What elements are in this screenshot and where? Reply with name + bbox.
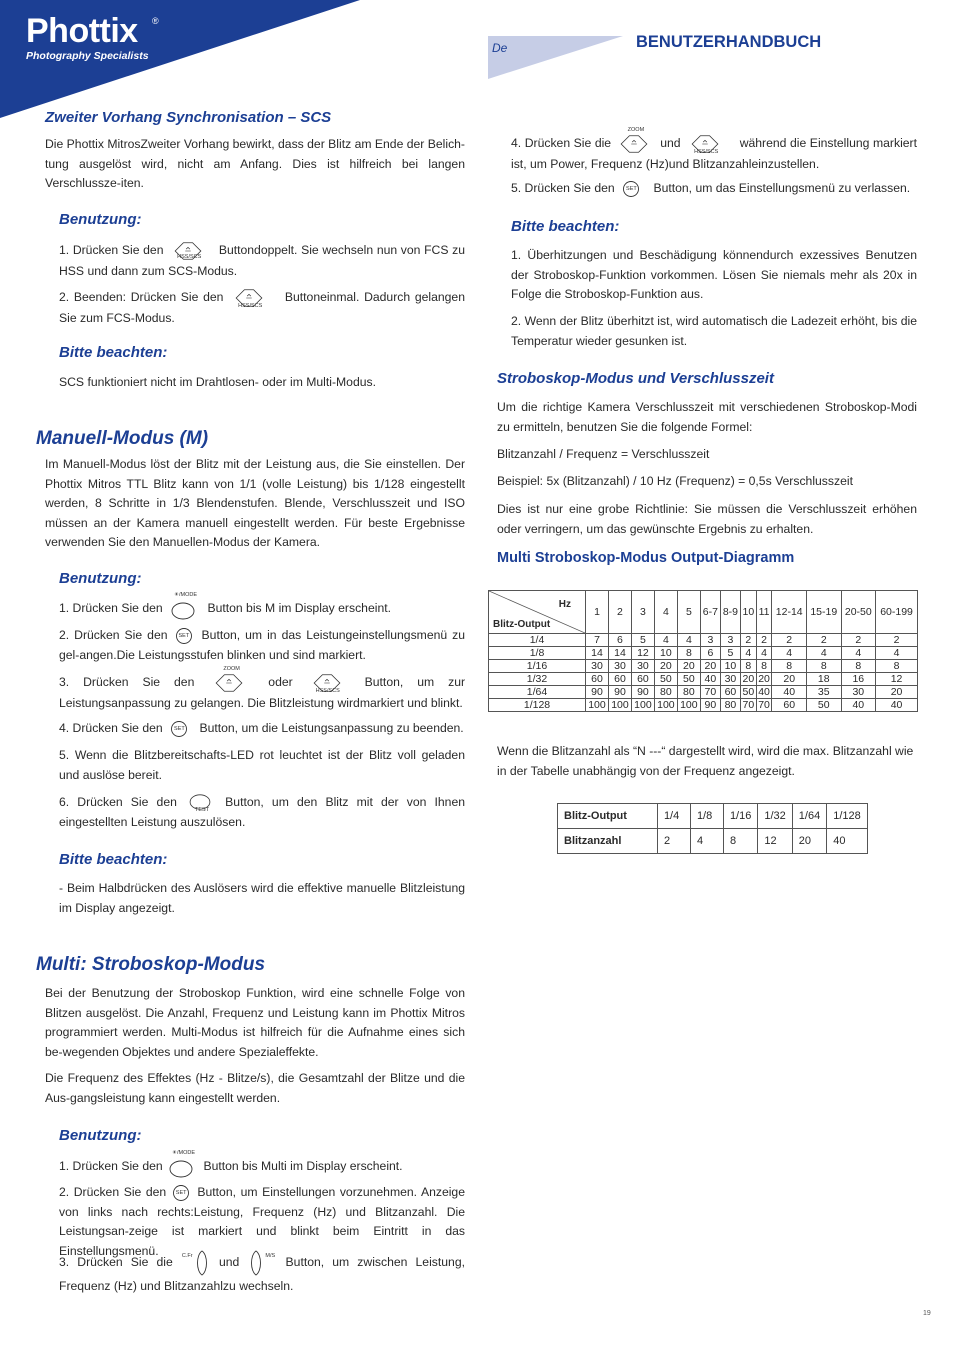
scs-step-2-a: 2. Beenden: Drücken Sie den [59,290,224,305]
row-label-cell: Blitz-Output [558,804,658,829]
multi-note-1: 1. Überhitzungen und Beschädigung könnendurch exzessives Benutzen der Stroboskop-Funktion vorkommen. Lösen Sie niemals mehr als 20x in Folge die Stroboskop-Funktion aus. [511,248,917,301]
diagram-heading: Multi Stroboskop-Modus Output-Diagramm [497,550,795,566]
table-cell: 100 [677,699,700,712]
multi-paragraph-2: Die Frequenz des Effektes (Hz - Blitze/s), die Gesamtzahl der Blitze und die Aus-gangsleistung kann eingestellt werden. [45,1071,465,1105]
registered-mark: ® [152,16,159,26]
scs-note-heading: Bitte beachten: [59,344,168,361]
hz-header-cell: 8-9 [720,591,740,634]
multi-note-2: 2. Wenn der Blitz überhitzt ist, wird automatisch die Ladezeit erhöht, bis die Temperatur wieder gesunken ist. [511,314,917,348]
page-number: 19 [923,1310,931,1317]
hss-scs-label: HSS/SCS [238,303,263,309]
table-cell: 30 [631,660,654,673]
multi-step-2-a: 2. Drücken Sie den [59,1185,167,1199]
hz-header-cell: 6-7 [700,591,720,634]
right-button-icon [248,1249,276,1277]
table-row [489,686,918,699]
zoom-label: ZOOM [223,666,240,672]
manual-step-1-b: Button bis M im Display erscheint. [207,601,391,616]
manual-note: - Beim Halbdrücken des Auslösers wird die effektive manuelle Blitzleistung im Display angezeigt. [59,881,465,915]
output-label-cell: 1/16 [489,660,586,673]
set-button-icon [622,180,646,198]
table-cell: 20 [792,829,826,854]
multi-step-4-and: und [660,136,681,151]
table-cell: 4 [841,647,876,660]
table-cell: 16 [841,673,876,686]
table-cell: 40 [700,673,720,686]
test-label: TEST [195,807,210,813]
manual-step-3-a: 3. Drücken Sie den [59,675,195,690]
manual-step-4-a: 4. Drücken Sie den [59,721,163,735]
hz-header-cell: 3 [631,591,654,634]
hss-scs-label: HSS/SCS [177,254,202,260]
mode-button-icon [168,1150,198,1178]
table-cell: 50 [806,699,841,712]
table-cell: 4 [677,634,700,647]
left-button-icon [182,1249,210,1277]
multi-step-4-c: während die Einstellung markiert ist, um Power, Frequenz (Hz)und Blitzanzahleinzustellen. [511,136,918,171]
multi-step-1 [59,1150,465,1178]
table-row [489,699,918,712]
table-cell: 60 [586,673,609,686]
hz-header-cell: 4 [654,591,677,634]
table-cell: 40 [841,699,876,712]
table-cell: 4 [772,647,807,660]
scs-paragraph: Die Phottix MitrosZweiter Vorhang bewirkt, dass der Blitz am Ende der Belich-tung ausgelöst wird, nicht am Anfang. Dies ist hilfreich bei langen Verschlussze-iten. [45,137,465,190]
language-band [488,36,623,79]
table-cell: 50 [654,673,677,686]
set-button-icon [175,627,195,645]
table-cell: 80 [654,686,677,699]
table-cell: 2 [806,634,841,647]
table-cell: 20 [876,686,918,699]
scs-note: SCS funktioniert nicht im Drahtlosen- oder im Multi-Modus. [59,375,376,389]
table-cell: 1/128 [827,804,868,829]
table-cell: 90 [631,686,654,699]
multi-step-1-a: 1. Drücken Sie den [59,1159,163,1174]
multi-step-5-b: Button, um das Einstellungsmenü zu verlassen. [653,181,911,195]
table-cell: 100 [608,699,631,712]
left-button-label: C.Fr [181,1253,193,1259]
multi-step-2-b: Button, um Einstellungen vorzunehmen. Anzeige von links nach rechts:Leistung, Frequenz (Hz) und Blitzanzahl. Die Leistungsan-zeige ist markiert und blinkt beim Eintritt in das Einstellungsmenü. [59,1185,465,1258]
manual-benutzung-heading: Benutzung: [59,570,142,587]
table-cell: 4 [806,647,841,660]
output-label-cell: 1/4 [489,634,586,647]
table-cell: 12 [876,673,918,686]
multi-note-heading: Bitte beachten: [511,218,620,235]
manual-step-5: 5. Wenn die Blitzbereitschafts-LED rot leuchtet ist der Blitz voll geladen und auslöse bereit. [59,748,465,782]
phottix-logo: Phottix [26,12,138,50]
set-label: SET [174,725,185,732]
manual-mode-heading: Manuell-Modus (M) [36,428,209,449]
table-cell: 3 [700,634,720,647]
zoom-button-icon [617,127,655,155]
output-label-cell: 1/32 [489,673,586,686]
table-row [489,647,918,660]
table-cell: 2 [841,634,876,647]
table-cell: 10 [720,660,740,673]
hss-scs-button-icon [171,240,211,262]
set-label: SET [178,632,190,639]
zoom-label: ZOOM [627,127,645,133]
strobe-shutter-heading: Stroboskop-Modus und Verschlusszeit [497,370,774,387]
table-cell: 18 [806,673,841,686]
manual-title: BENUTZERHANDBUCH [636,33,822,51]
flash-count-table [557,803,868,854]
hz-header-cell: 11 [756,591,772,634]
hss-scs-label: HSS/SCS [315,688,340,694]
mode-button-icon [170,592,200,620]
manual-step-1 [59,592,465,620]
table-cell: 3 [720,634,740,647]
hz-header-cell: 2 [608,591,631,634]
table-cell: 12 [631,647,654,660]
table-row [558,829,868,854]
hss-scs-button-icon [232,287,276,309]
multi-step-4 [511,127,918,175]
table-cell: 60 [772,699,807,712]
mode-label: ☀/MODE [174,592,198,598]
table-cell: 1/8 [690,804,723,829]
hss-scs-button-icon [310,672,348,694]
set-button-icon [172,1184,192,1202]
manual-step-6-b: Button, um den Blitz mit der von Ihnen eingestellten Leistung auszulösen. [59,795,466,829]
table-cell: 2 [756,634,772,647]
multi-step-3-c: Button, um zwischen Leistung, Frequenz (Hz) und Blitzanzahlzu wechseln. [59,1255,465,1293]
table-cell: 1/32 [758,804,792,829]
table-cell: 100 [654,699,677,712]
table-cell: 20 [772,673,807,686]
table-corner-cell [489,591,586,634]
table-cell: 30 [586,660,609,673]
set-button-icon [170,720,192,738]
table-cell: 8 [841,660,876,673]
output-label-cell: 1/128 [489,699,586,712]
table-cell: 4 [690,829,723,854]
scs-step-1-a: 1. Drücken Sie den [59,243,164,258]
set-label: SET [626,185,637,192]
table-cell: 2 [740,634,756,647]
manual-step-4-b: Button, um die Leistungsanpassung zu beenden. [199,721,464,735]
table-cell: 50 [740,686,756,699]
table-cell: 8 [876,660,918,673]
multi-step-3-a: 3. Drücken Sie die [59,1255,173,1270]
table-header-row [489,591,918,634]
table-cell: 60 [631,673,654,686]
manual-step-1-a: 1. Drücken Sie den [59,601,163,616]
strobe-output-table [488,590,918,712]
multi-step-3 [59,1249,465,1297]
table-cell: 100 [631,699,654,712]
table-cell: 20 [654,660,677,673]
table-cell: 40 [876,699,918,712]
multi-step-3-and: und [218,1255,240,1270]
table-cell: 8 [740,660,756,673]
manual-step-6-a: 6. Drücken Sie den [59,795,177,810]
table-cell: 5 [631,634,654,647]
table-cell: 30 [720,673,740,686]
table-cell: 1/16 [723,804,757,829]
table-cell: 7 [586,634,609,647]
table-cell: 8 [723,829,757,854]
strobe-paragraph-4: Dies ist nur eine grobe Richtlinie: Sie müssen die Verschlusszeit erhöhen oder verringern, um das gewünschte Ergebnis zu erhalten. [497,502,917,536]
manual-step-3-c: Button, um zur Leistungsanpassung zu gelangen. Die Blitzleistung wirdmarkiert und blinkt. [59,675,466,710]
manual-step-2 [59,626,465,665]
manual-step-2-b: Button, um in das Leistungeinstellungsmenü zu gel-angen.Die Leistungsstufen blinken und sind markiert. [59,628,466,662]
table-cell: 8 [772,660,807,673]
table-cell: 8 [756,660,772,673]
hz-header-cell: 1 [586,591,609,634]
table-cell: 90 [586,686,609,699]
table-cell: 4 [756,647,772,660]
hz-header-cell: 60-199 [876,591,918,634]
table-cell: 70 [740,699,756,712]
hz-header-cell: 12-14 [772,591,807,634]
table-cell: 50 [677,673,700,686]
table-cell: 100 [586,699,609,712]
manual-mode-paragraph: Im Manuell-Modus löst der Blitz mit der Leistung aus, die Sie einstellen. Der Phottix Mitros TTL Blitz kann von 1/1 (volle Leistung) bis 1/128 eingestellt werden, 8 Schritte in 1/3 Blendenstufen. Blende, Verschlusszeit und ISO müssen an der Kamera manuell eingestellt werden. Für beste Ergebnisse verwenden Sie den Manuellen-Modus der Kamera. [45,457,465,549]
table-cell: 8 [806,660,841,673]
table-cell: 20 [700,660,720,673]
row-label-cell: Blitzanzahl [558,829,658,854]
table-cell: 80 [720,699,740,712]
table-cell: 12 [758,829,792,854]
scs-step-2-b: Buttoneinmal. Dadurch gelangen Sie zum FCS-Modus. [59,290,465,325]
table-cell: 20 [677,660,700,673]
table-row [489,634,918,647]
table-cell: 4 [876,647,918,660]
table-cell: 1/4 [657,804,690,829]
multi-step-5-a: 5. Drücken Sie den [511,181,615,195]
hss-scs-button-icon [688,133,732,155]
table-cell: 2 [657,829,690,854]
hz-header-cell: 5 [677,591,700,634]
scs-step-1-b: Buttondoppelt. Sie wechseln nun von FCS zu HSS und dann zum SCS-Modus. [59,243,466,278]
logo-tagline: Photography Specialists [26,50,149,62]
multi-paragraph-1: Bei der Benutzung der Stroboskop Funktion, wird eine schnelle Folge von Blitzen ausgelöst. Die Anzahl, Frequenz und Leistung kann im Phottix Mitros programmiert werden. Multi-Modus ist hilfreich für die Aufnahme eines sich be-wegenden Objektes und andere Spezialeffekte. [45,986,465,1059]
right-button-label: M/S [265,1253,276,1259]
manual-note-heading: Bitte beachten: [59,851,168,868]
test-button-icon [187,793,215,813]
scs-step-1 [59,240,465,282]
output-label-cell: 1/8 [489,647,586,660]
table-cell: 80 [677,686,700,699]
table-cell: 14 [608,647,631,660]
scs-step-2 [59,287,465,329]
output-label-cell: 1/64 [489,686,586,699]
table-row [489,660,918,673]
table-row [489,673,918,686]
strobe-example: Beispiel: 5x (Blitzanzahl) / 10 Hz (Frequenz) = 0,5s Verschlusszeit [497,474,853,488]
table-cell: 90 [608,686,631,699]
table-cell: 20 [740,673,756,686]
multi-step-1-b: Button bis Multi im Display erscheint. [203,1159,403,1174]
table-cell: 40 [756,686,772,699]
table-cell: 20 [756,673,772,686]
table-cell: 1/64 [792,804,826,829]
table-cell: 2 [876,634,918,647]
table-cell: 14 [586,647,609,660]
scs-heading: Zweiter Vorhang Synchronisation – SCS [45,109,332,126]
multi-benutzung-heading: Benutzung: [59,1127,142,1144]
multi-mode-heading: Multi: Stroboskop-Modus [36,954,266,975]
manual-step-4 [59,719,465,739]
scs-benutzung-heading: Benutzung: [59,211,142,228]
corner-output-label: Blitz-Output [493,619,551,630]
strobe-paragraph-1: Um die richtige Kamera Verschlusszeit mit verschiedenen Stroboskop-Modi zu ermitteln, benutzen Sie die folgende Formel: [497,400,917,434]
table-cell: 90 [700,699,720,712]
table-cell: 35 [806,686,841,699]
table-cell: 10 [654,647,677,660]
table-cell: 30 [608,660,631,673]
mode-label: ☀/MODE [172,1150,196,1156]
table-cell: 6 [700,647,720,660]
zoom-button-icon [212,666,250,694]
manual-step-3 [59,666,466,714]
multi-step-4-a: 4. Drücken Sie die [511,136,612,151]
strobe-formula: Blitzanzahl / Frequenz = Verschlusszeit [497,447,710,461]
hz-header-cell: 15-19 [806,591,841,634]
corner-hz-label: Hz [558,599,571,610]
table-cell: 6 [608,634,631,647]
manual-step-6 [59,793,465,833]
table-cell: 8 [677,647,700,660]
table-cell: 60 [720,686,740,699]
set-label: SET [175,1189,187,1196]
after-table-note: Wenn die Blitzanzahl als “N ---“ dargestellt wird, wird die max. Blitzanzahl wie in der Tabelle unabhängig von der Frequenz angezeigt. [497,744,914,778]
hss-scs-label: HSS/SCS [694,149,719,155]
table-cell: 60 [608,673,631,686]
hz-header-cell: 10 [740,591,756,634]
table-row [558,804,868,829]
table-cell: 30 [841,686,876,699]
table-cell: 2 [772,634,807,647]
table-cell: 40 [772,686,807,699]
table-cell: 70 [756,699,772,712]
multi-step-5 [511,179,917,199]
manual-step-3-or: oder [268,675,293,690]
table-cell: 40 [827,829,868,854]
language-label: De [492,41,508,55]
table-cell: 4 [654,634,677,647]
manual-step-2-a: 2. Drücken Sie den [59,628,168,642]
hz-header-cell: 20-50 [841,591,876,634]
table-cell: 70 [700,686,720,699]
table-cell: 4 [740,647,756,660]
table-cell: 5 [720,647,740,660]
